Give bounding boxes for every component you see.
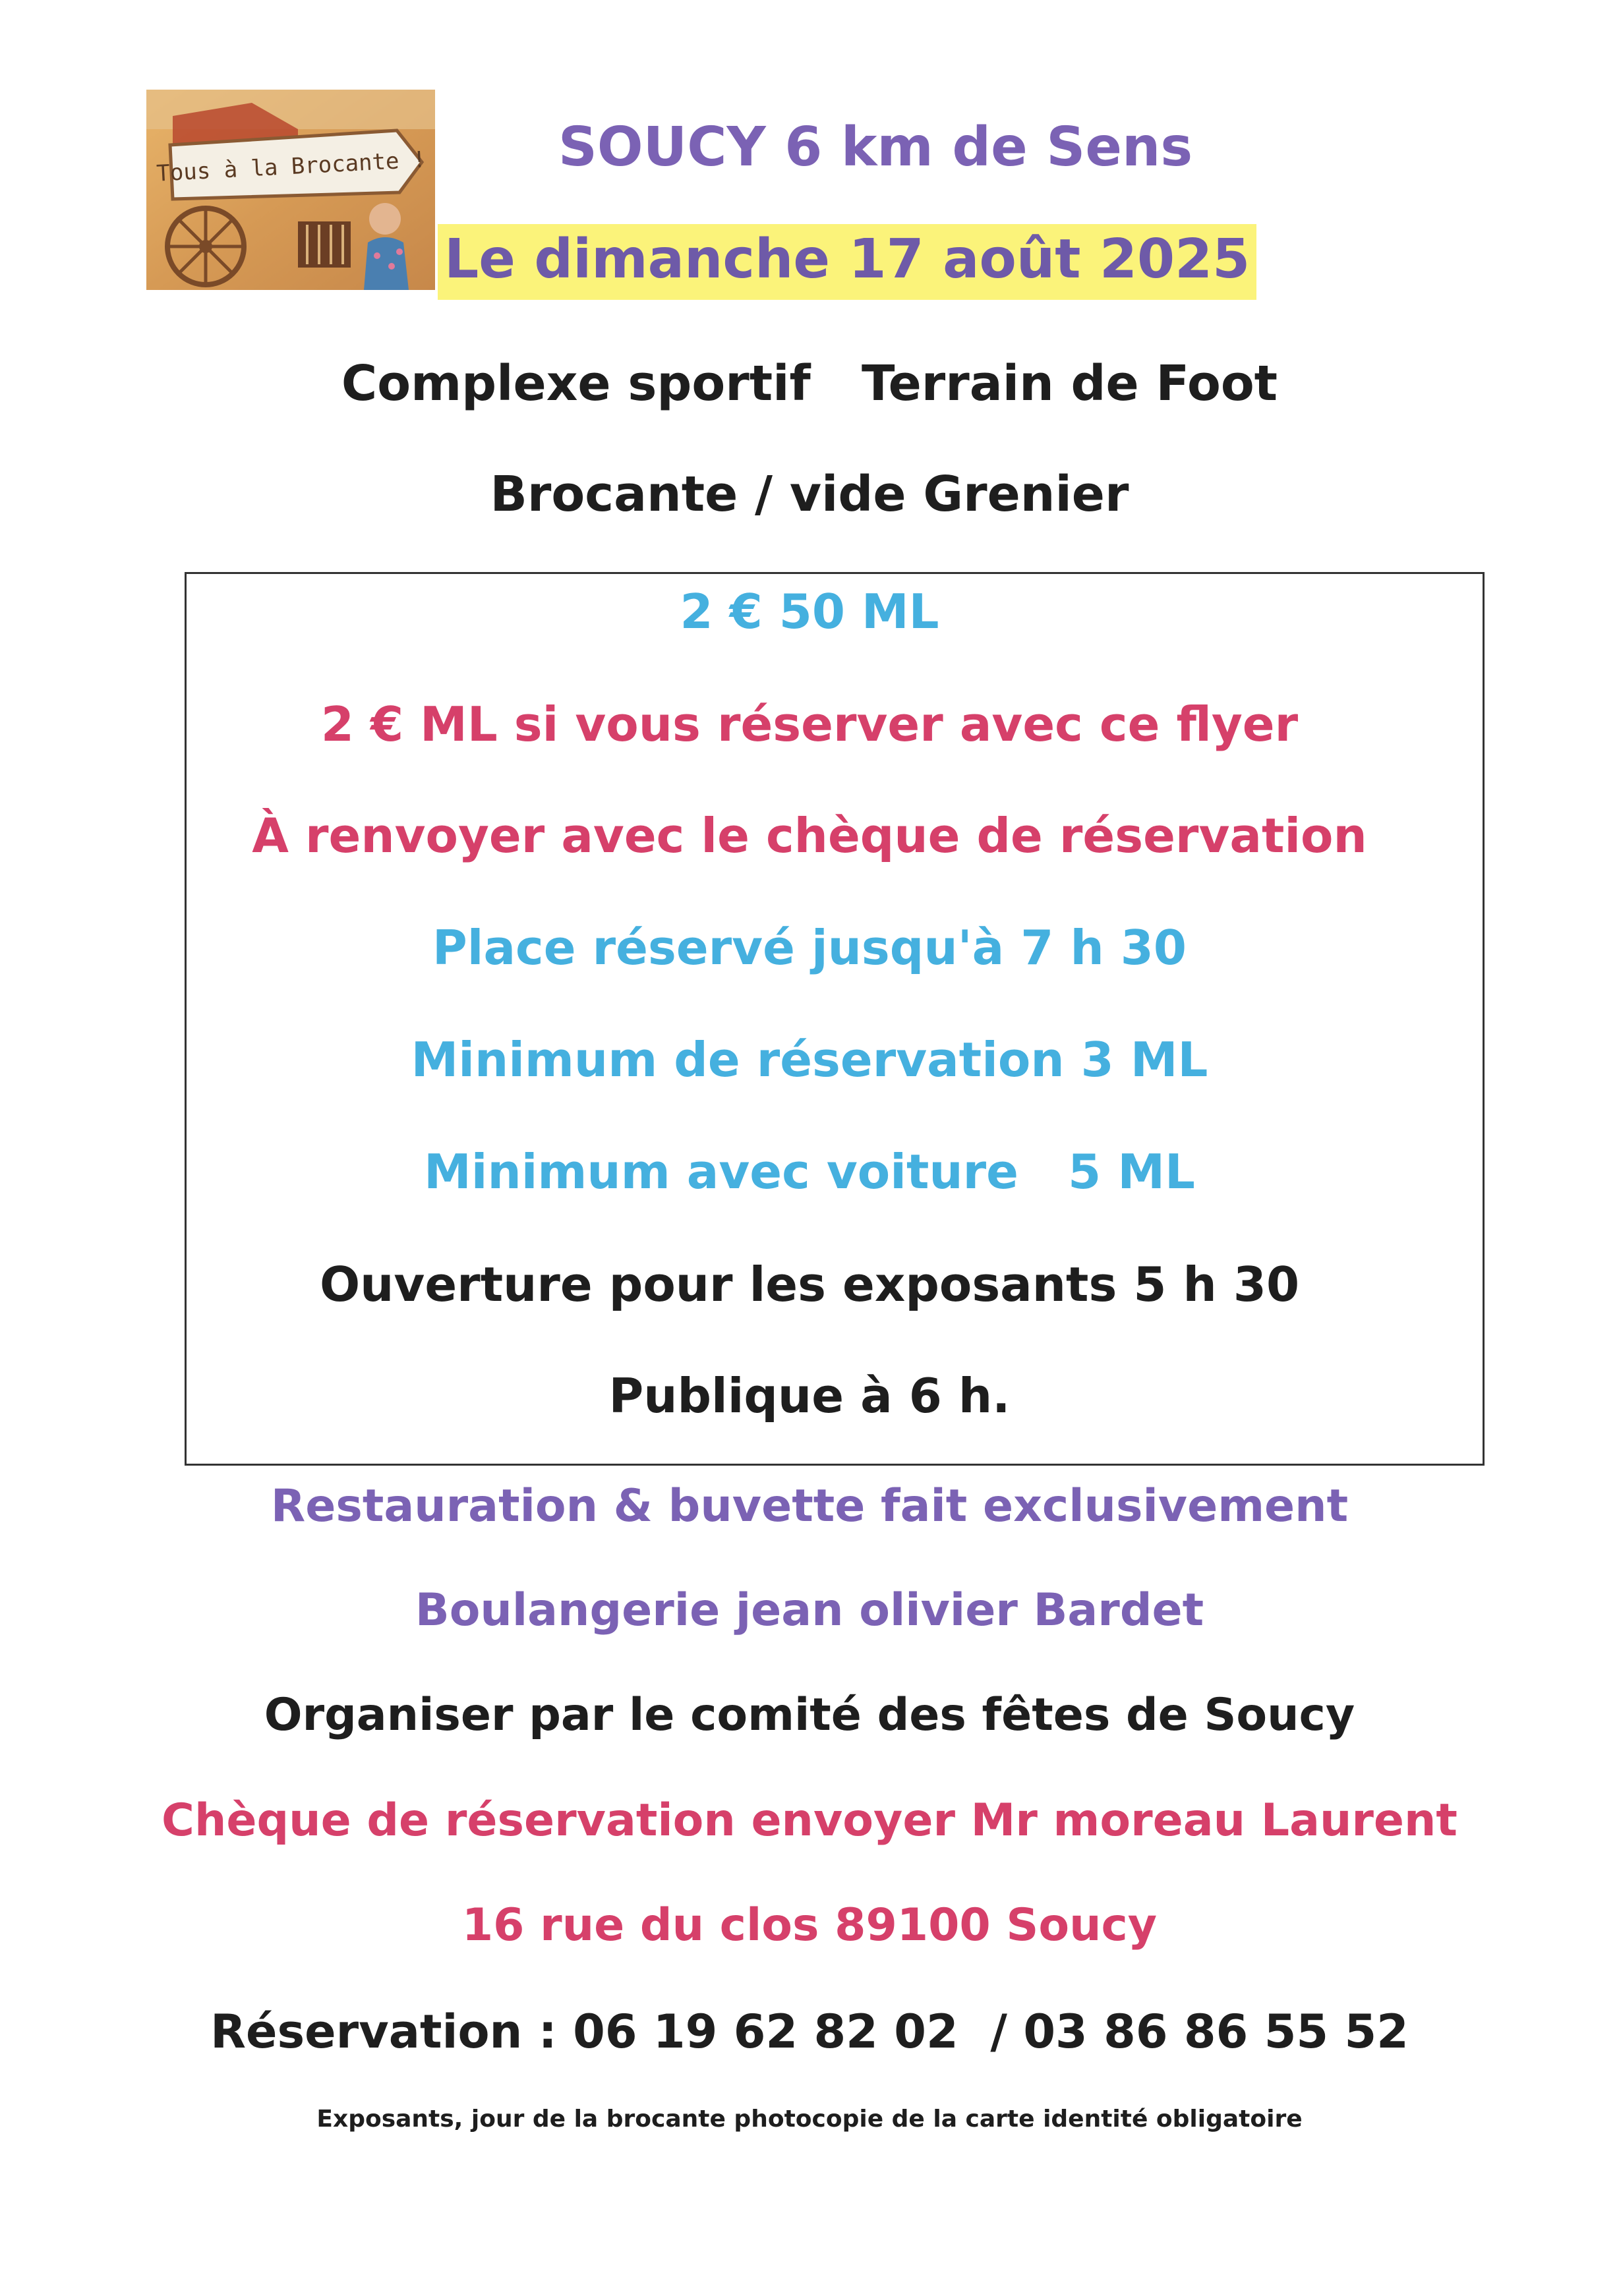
return-note: À renvoyer avec le chèque de réservation: [252, 808, 1367, 863]
catering-line: Restauration & buvette fait exclusivement: [270, 1480, 1349, 1532]
exhibitor-opening: Ouverture pour les exposants 5 h 30: [319, 1257, 1300, 1312]
reserved-until: Place réservé jusqu'à 7 h 30: [432, 920, 1187, 975]
discount-line: 2 € ML si vous réserver avec ce flyer: [320, 697, 1299, 752]
footnote: Exposants, jour de la brocante photocopie de la carte identité obligatoire: [316, 2106, 1303, 2133]
minimum-reservation: Minimum de réservation 3 ML: [411, 1032, 1208, 1087]
cheque-line: Chèque de réservation envoyer Mr moreau Laurent: [162, 1794, 1457, 1847]
brocante-illustration: [146, 90, 435, 290]
organizer-line: Organiser par le comité des fêtes de Soucy: [264, 1689, 1355, 1741]
event-type: Brocante / vide Grenier: [490, 466, 1129, 523]
event-date-wrapper: [438, 228, 1251, 291]
venue: Complexe sportif Terrain de Foot: [341, 355, 1278, 412]
address-line: 16 rue du clos 89100 Soucy: [461, 1899, 1158, 1951]
event-title: SOUCY 6 km de Sens: [558, 116, 1193, 179]
event-date: Le dimanche 17 août 2025: [438, 224, 1256, 300]
price-line: 2 € 50 ML: [680, 584, 939, 639]
minimum-car: Minimum avec voiture 5 ML: [424, 1144, 1195, 1199]
bakery-line: Boulangerie jean olivier Bardet: [415, 1584, 1204, 1636]
public-opening: Publique à 6 h.: [608, 1368, 1011, 1423]
logo-sign-text: Tous à la Brocante !: [156, 146, 427, 187]
brocante-logo: [146, 90, 435, 290]
reservation-phone: Réservation : 06 19 62 82 02 / 03 86 86 55 52: [210, 2005, 1409, 2059]
